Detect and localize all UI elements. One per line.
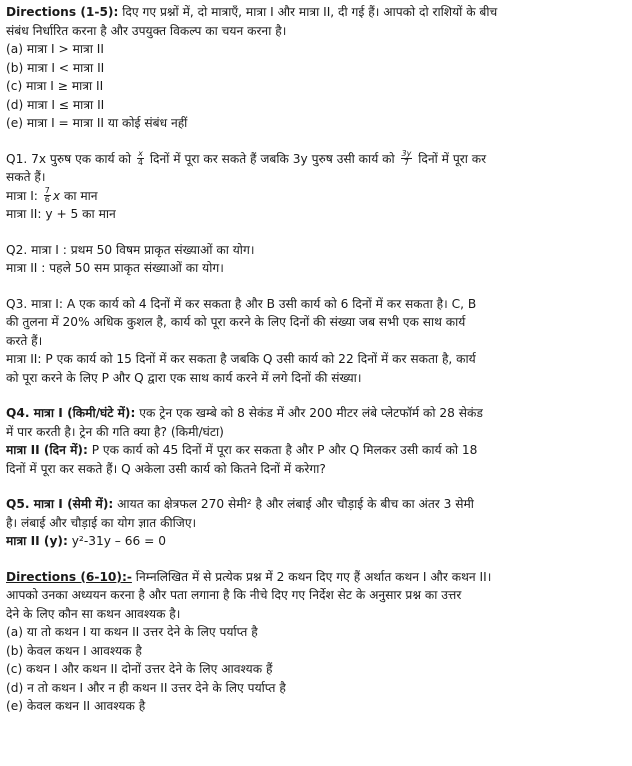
directions-1-5-line1 [6, 3, 622, 22]
q5-line1 [6, 495, 622, 514]
q4-qty1-text: एक ट्रेन एक खम्बे को 8 सेकंड में और 200 मीटर लंबे प्लेटफॉर्म को 28 सेकंड [135, 406, 483, 420]
q3-line3: करते हैं। [6, 333, 43, 348]
q5-qty1-text: आयत का क्षेत्रफल 270 सेमी² है और लंबाई और चौड़ाई के बीच का अंतर 3 सेमी [113, 497, 474, 511]
option-6-10-a: (a) या तो कथन I या कथन II उत्तर देने के लिए पर्याप्त है [6, 625, 258, 639]
q3-line4: मात्रा II: P एक कार्य को 15 दिनों में कर सकता है जबकि Q उसी कार्य को 22 दिनों में कर सकता है, कार्य [6, 352, 476, 366]
q1-qty2-label: मात्रा II: [6, 207, 42, 221]
q4-qty1-label: Q4. मात्रा I (किमी/घंटे में): [6, 406, 136, 420]
q4-qty2-label: मात्रा II (दिन में): [6, 443, 88, 457]
q4-line2: में पार करती है। ट्रेन की गति क्या है? (किमी/घंटा) [6, 424, 224, 439]
option-a: (a) मात्रा I > मात्रा II [6, 42, 105, 56]
q1-qty1-variable: x [52, 188, 61, 203]
q1-line2: सकते हैं। [6, 170, 46, 184]
q3-line2: की तुलना में 20% अधिक कुशल है, कार्य को पूरा करने के लिए दिनों की संख्या जब सभी एक साथ कार्य [6, 315, 466, 329]
q5-qty2-label: मात्रा II (y): [6, 534, 68, 548]
q3-line5: को पूरा करने के लिए P और Q द्वारा एक साथ कार्य करने में लगे दिनों की संख्या। [6, 370, 362, 385]
q1-frac1-numerator: x [138, 149, 143, 158]
directions-6-10-intro: निम्नलिखित में से प्रत्येक प्रश्न में 2 कथन दिए गए हैं अर्थात कथन I और कथन II। [131, 569, 492, 584]
q3-line1: Q3. मात्रा I: A एक कार्य को 4 दिनों में कर सकता है और B उसी कार्य को 6 दिनों में कर सकता है। C, B [6, 296, 477, 311]
q1-text-part3: दिनों में पूरा कर [414, 151, 487, 166]
directions-6-10-heading: Directions (6-10):- [6, 569, 132, 584]
directions-6-10-line2: आपको उनका अध्ययन करना है और पता लगाना है कि नीचे दिए गए निर्देश सेट के अनुसार प्रश्न का उत्तर [6, 588, 462, 602]
option-d: (d) मात्रा I ≤ मात्रा II [6, 97, 105, 112]
q1-frac2-denominator: 7 [403, 157, 409, 167]
q4-line1 [6, 404, 622, 423]
q5-qty1-label: Q5. मात्रा I (सेमी में): [6, 497, 114, 511]
q2-line2: मात्रा II : पहले 50 सम प्राकृत संख्याओं का योग। [6, 261, 224, 275]
q1-qty1-frac-denominator: 6 [44, 194, 50, 204]
q1-line1 [6, 150, 622, 169]
q1-fraction-2 [401, 150, 413, 167]
q1-qty1-rest: का मान [60, 188, 98, 203]
directions-1-5-line2: संबंध निर्धारित करना है और उपयुक्त विकल्प का चयन करना है। [6, 23, 287, 38]
option-c: (c) मात्रा I ≥ मात्रा II [6, 79, 104, 93]
q1-quantity-2 [6, 205, 622, 224]
q1-qty1-fraction [44, 187, 51, 204]
q1-qty2-rest: y + 5 का मान [41, 207, 116, 221]
directions-1-5-heading: Directions (1-5): [6, 5, 119, 19]
option-b: (b) मात्रा I < मात्रा II [6, 60, 105, 75]
q4-line3 [6, 441, 622, 460]
q1-text-part2: दिनों में पूरा कर सकते हैं जबकि 3y पुरुष उसी कार्य को [145, 151, 399, 166]
option-6-10-b: (b) केवल कथन I आवश्यक है [6, 643, 142, 658]
q1-qty1-frac-numerator: 7 [44, 186, 50, 195]
option-6-10-c: (c) कथन I और कथन II दोनों उत्तर देने के लिए आवश्यक हैं [6, 662, 273, 676]
option-6-10-e: (e) केवल कथन II आवश्यक है [6, 699, 146, 713]
q4-qty2-text: P एक कार्य को 45 दिनों में पूरा कर सकता है और P और Q मिलकर उसी कार्य को 18 [87, 443, 478, 457]
q5-qty2-text: y²-31y – 66 = 0 [67, 534, 166, 548]
q4-line4: दिनों में पूरा कर सकते हैं। Q अकेला उसी कार्य को कितने दिनों में करेगा? [6, 461, 326, 476]
directions-1-5-intro: दिए गए प्रश्नों में, दो मात्राएँ, मात्रा I और मात्रा II, दी गई हैं। आपको दो राशियों के बीच [118, 5, 498, 19]
q1-fraction-1 [137, 150, 144, 167]
q1-frac1-denominator: 4 [137, 157, 143, 167]
q1-qty1-label: मात्रा I: [6, 188, 38, 203]
option-e: (e) मात्रा I = मात्रा II या कोई संबंध नहीं [6, 116, 188, 130]
q1-text-part1: Q1. 7x पुरुष एक कार्य को [6, 151, 135, 166]
q1-quantity-1 [6, 187, 622, 206]
directions-6-10-line1 [6, 568, 622, 587]
q1-frac2-numerator: 3y [401, 149, 412, 158]
q5-line2: है। लंबाई और चौड़ाई का योग ज्ञात कीजिए। [6, 515, 197, 530]
directions-6-10-line3: देने के लिए कौन सा कथन आवश्यक है। [6, 606, 181, 621]
q2-line1: Q2. मात्रा I : प्रथम 50 विषम प्राकृत संख्याओं का योग। [6, 242, 255, 257]
option-6-10-d: (d) न तो कथन I और न ही कथन II उत्तर देने के लिए पर्याप्त है [6, 680, 286, 695]
q5-line3 [6, 532, 622, 551]
